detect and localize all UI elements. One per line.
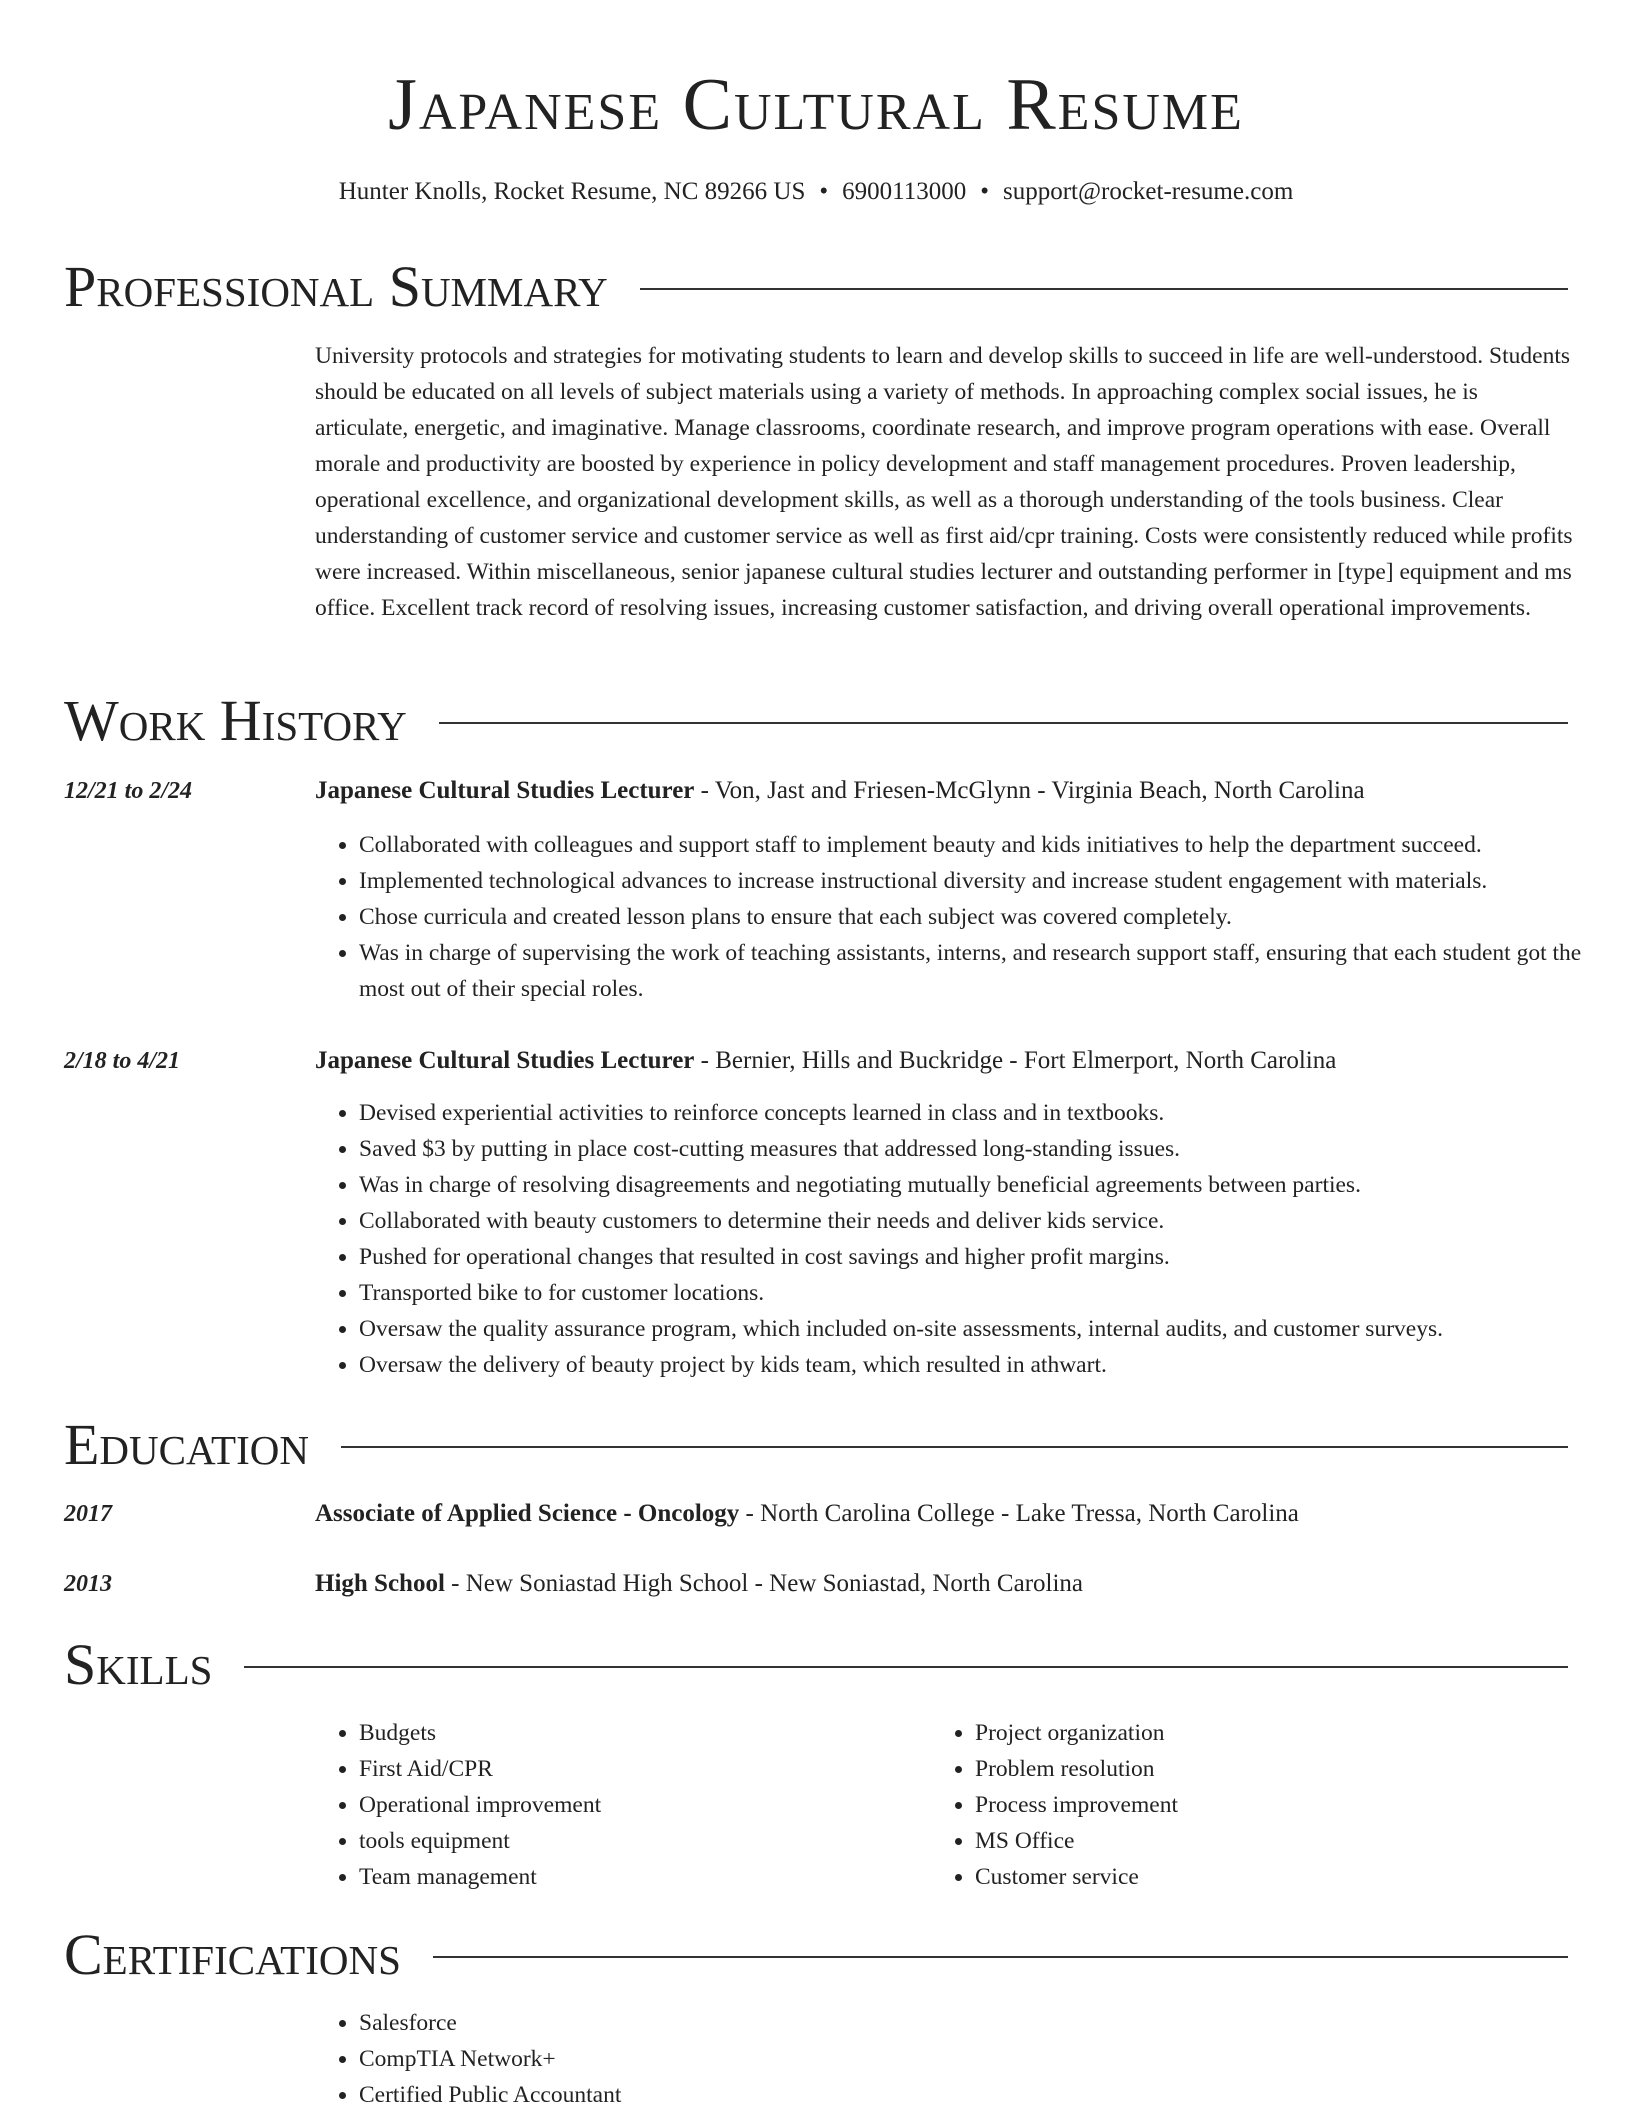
section-divider <box>433 1956 1568 1958</box>
job-bullets <box>315 827 1619 1007</box>
skill-item: • Team management <box>359 1859 919 1895</box>
work-section-header <box>64 686 1568 756</box>
job-details: - Von, Jast and Friesen-McGlynn - Virginia Beach, North Carolina <box>694 777 1365 804</box>
summary-text: University protocols and strategies for motivating students to learn and develop skills to succeed in life are well-understood. Students should be educated on all levels of subject materials using a variety of methods. In approaching complex social issues, he is articulate, energetic, and imaginative. Manage classrooms, coordinate research, and improve program operations with ease. Overall morale and productivity are boosted by experience in policy development and staff management procedures. Proven leadership, operational excellence, and organizational development skills, as well as a thorough understanding of the tools business. Clear understanding of customer service and customer service as well as first aid/cpr training. Costs were consistently reduced while profits were increased. Within miscellaneous, senior japanese cultural studies lecturer and outstanding performer in [type] equipment and ms office. Excellent track record of resolving issues, increasing customer satisfaction, and driving overall operational improvements. <box>315 343 1573 621</box>
contact-line <box>0 176 1632 208</box>
section-divider <box>439 722 1568 724</box>
education-section-header <box>64 1410 1568 1480</box>
certification-item: • CompTIA Network+ <box>359 2041 1159 2077</box>
list-item: • Chose curricula and created lesson plans to ensure that each subject was covered completely. <box>359 899 1619 935</box>
list-item: • Collaborated with colleagues and support staff to implement beauty and kids initiatives to help the department succeed. <box>359 827 1619 863</box>
job-title: Japanese Cultural Studies Lecturer <box>315 777 695 804</box>
skill-item: • Project organization <box>975 1715 1575 1751</box>
skill-item: • Operational improvement <box>359 1787 919 1823</box>
certifications-list <box>315 2005 1159 2113</box>
education-heading: Education <box>64 1412 309 1477</box>
contact-email: support@rocket-resume.com <box>1002 178 1294 205</box>
job-bullets <box>315 1095 1619 1383</box>
education-year: 2017 <box>64 1501 112 1527</box>
list-item: • Implemented technological advances to increase instructional diversity and increase student engagement with materials. <box>359 863 1619 899</box>
section-divider <box>244 1666 1568 1668</box>
skills-list-left <box>315 1715 919 1895</box>
list-item: • Transported bike to for customer locations. <box>359 1275 1619 1311</box>
summary-heading: Professional Summary <box>64 254 608 319</box>
list-item: • Was in charge of resolving disagreements and negotiating mutually beneficial agreements between parties. <box>359 1167 1619 1203</box>
job-heading <box>315 1045 1575 1077</box>
education-entry <box>315 1498 1575 1530</box>
certification-item: • Certified Public Accountant <box>359 2077 1159 2113</box>
skill-item: • Customer service <box>975 1859 1575 1895</box>
education-year: 2013 <box>64 1571 112 1597</box>
education-degree: High School <box>315 1570 445 1597</box>
contact-separator: • <box>980 178 989 205</box>
skills-section-header <box>64 1630 1568 1700</box>
skill-item: • Problem resolution <box>975 1751 1575 1787</box>
resume-title: Japanese Cultural Resume <box>388 64 1244 146</box>
section-divider <box>640 288 1568 290</box>
skill-item: • Budgets <box>359 1715 919 1751</box>
job-dates: 2/18 to 4/21 <box>64 1048 181 1074</box>
certifications-heading: Certifications <box>64 1922 401 1987</box>
contact-phone: 6900113000 <box>842 178 967 205</box>
work-heading: Work History <box>64 688 407 753</box>
skills-heading: Skills <box>64 1632 213 1697</box>
list-item: • Was in charge of supervising the work of teaching assistants, interns, and research support staff, ensuring that each student got the most out of their special roles. <box>359 935 1619 1007</box>
education-degree: Associate of Applied Science - Oncology <box>315 1500 740 1527</box>
skill-item: • Process improvement <box>975 1787 1575 1823</box>
education-details: - North Carolina College - Lake Tressa, North Carolina <box>739 1500 1299 1527</box>
skill-item: • First Aid/CPR <box>359 1751 919 1787</box>
summary-section-header <box>64 252 1568 322</box>
job-title: Japanese Cultural Studies Lecturer <box>315 1047 695 1074</box>
skill-item: • tools equipment <box>359 1823 919 1859</box>
list-item: • Oversaw the delivery of beauty project by kids team, which resulted in athwart. <box>359 1347 1619 1383</box>
list-item: • Pushed for operational changes that resulted in cost savings and higher profit margins. <box>359 1239 1619 1275</box>
certifications-section-header <box>64 1920 1568 1990</box>
job-heading <box>315 775 1575 807</box>
list-item: • Oversaw the quality assurance program, which included on-site assessments, internal audits, and customer surveys. <box>359 1311 1619 1347</box>
list-item: • Collaborated with beauty customers to determine their needs and deliver kids service. <box>359 1203 1619 1239</box>
education-entry <box>315 1568 1575 1600</box>
list-item: • Devised experiential activities to reinforce concepts learned in class and in textbooks. <box>359 1095 1619 1131</box>
contact-separator: • <box>819 178 829 205</box>
education-details: - New Soniastad High School - New Soniastad, North Carolina <box>444 1570 1084 1597</box>
contact-address: Hunter Knolls, Rocket Resume, NC 89266 US <box>338 178 806 205</box>
job-dates: 12/21 to 2/24 <box>64 778 193 804</box>
list-item: • Saved $3 by putting in place cost-cutting measures that addressed long-standing issues. <box>359 1131 1619 1167</box>
job-details: - Bernier, Hills and Buckridge - Fort Elmerport, North Carolina <box>694 1047 1337 1074</box>
section-divider <box>341 1446 1568 1448</box>
skill-item: • MS Office <box>975 1823 1575 1859</box>
skills-list-right <box>931 1715 1575 1895</box>
certification-item: • Salesforce <box>359 2005 1159 2041</box>
